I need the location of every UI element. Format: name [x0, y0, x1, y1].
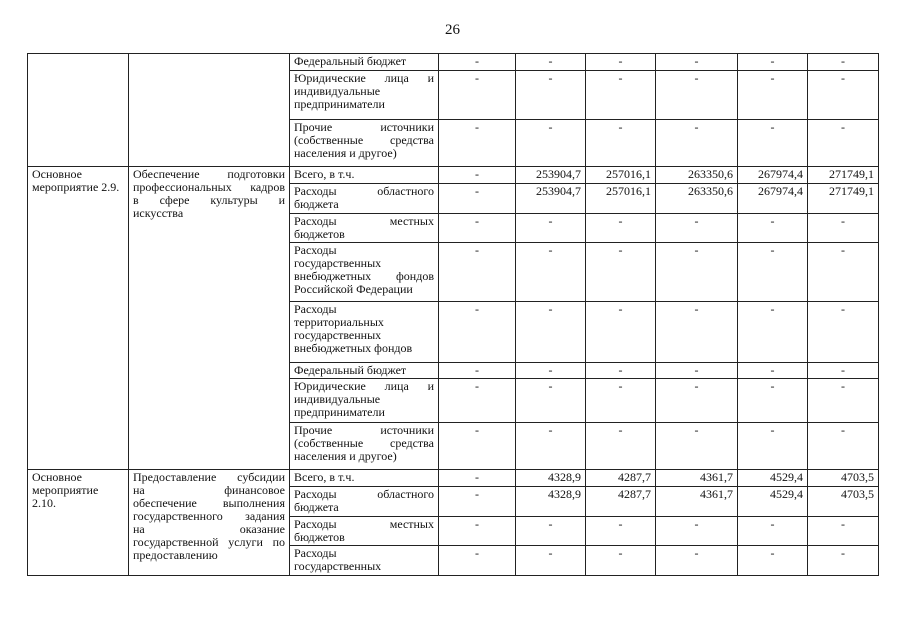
value-cell: -: [439, 517, 516, 546]
value-cell: -: [808, 517, 879, 546]
text-line: Федеральный бюджет: [294, 363, 407, 377]
value-cell: -: [808, 54, 879, 71]
text-line: Прочие источники: [294, 120, 434, 134]
value-cell: -: [439, 54, 516, 71]
value-cell: -: [516, 379, 586, 423]
value-cell: -: [439, 243, 516, 302]
value-cell: 4529,4: [738, 470, 808, 487]
value-cell: -: [656, 363, 738, 379]
funding-source-cell: [290, 120, 439, 167]
text-line: внебюджетных фондов: [294, 269, 434, 283]
measure-name-cell: [129, 470, 290, 576]
text-line: индивидуальные: [294, 392, 381, 406]
page-number: 26: [445, 22, 460, 38]
value-cell: 4287,7: [586, 470, 656, 487]
value-cell: -: [439, 214, 516, 243]
text-line: Расходы: [294, 243, 337, 257]
value-cell: -: [738, 214, 808, 243]
funding-source-cell: [290, 423, 439, 470]
text-line: государственной услуги по: [133, 535, 285, 549]
text-line: Федеральный бюджет: [294, 54, 407, 68]
value-cell: -: [656, 214, 738, 243]
funding-source-cell: [290, 71, 439, 120]
text-line: Всего, в т.ч.: [294, 470, 355, 484]
text-line: Основное: [32, 470, 82, 484]
funding-source-cell: [290, 546, 439, 576]
value-cell: -: [808, 423, 879, 470]
text-line: Прочие источники: [294, 423, 434, 437]
text-line: государственных: [294, 256, 382, 270]
funding-source-cell: [290, 54, 439, 71]
text-line: искусства: [133, 206, 184, 220]
value-cell: -: [516, 120, 586, 167]
value-cell: -: [586, 546, 656, 576]
value-cell: -: [586, 423, 656, 470]
value-cell: -: [656, 243, 738, 302]
value-cell: -: [516, 302, 586, 363]
value-cell: -: [586, 363, 656, 379]
value-cell: 4328,9: [516, 487, 586, 517]
funding-source-cell: [290, 243, 439, 302]
text-line: Обеспечение подготовки: [133, 167, 285, 181]
value-cell: -: [516, 243, 586, 302]
value-cell: -: [439, 423, 516, 470]
text-line: Юридические лица и: [294, 71, 434, 85]
funding-source-cell: [290, 302, 439, 363]
value-cell: -: [439, 470, 516, 487]
value-cell: -: [738, 546, 808, 576]
value-cell: -: [586, 120, 656, 167]
value-cell: -: [439, 302, 516, 363]
measure-code-cell: [28, 167, 129, 470]
text-line: Российской Федерации: [294, 282, 413, 296]
text-line: предприниматели: [294, 97, 385, 111]
value-cell: -: [656, 517, 738, 546]
value-cell: 253904,7: [516, 184, 586, 214]
value-cell: -: [738, 379, 808, 423]
text-line: Расходы областного: [294, 487, 434, 501]
value-cell: -: [439, 363, 516, 379]
text-line: на финансовое: [133, 483, 285, 497]
value-cell: -: [656, 302, 738, 363]
value-cell: 257016,1: [586, 184, 656, 214]
value-cell: -: [656, 54, 738, 71]
value-cell: -: [738, 363, 808, 379]
value-cell: 271749,1: [808, 184, 879, 214]
table-row: [28, 167, 879, 184]
value-cell: -: [586, 517, 656, 546]
text-line: (собственные средства: [294, 133, 434, 147]
value-cell: 267974,4: [738, 184, 808, 214]
text-line: на оказание: [133, 522, 285, 536]
text-line: бюджета: [294, 500, 339, 514]
value-cell: -: [439, 184, 516, 214]
text-line: обеспечение выполнения: [133, 496, 285, 510]
value-cell: -: [808, 120, 879, 167]
text-line: мероприятие 2.9.: [32, 180, 120, 194]
funding-source-cell: [290, 214, 439, 243]
funding-source-cell: [290, 379, 439, 423]
value-cell: 257016,1: [586, 167, 656, 184]
value-cell: 253904,7: [516, 167, 586, 184]
text-line: бюджетов: [294, 530, 345, 544]
value-cell: -: [516, 71, 586, 120]
value-cell: 4529,4: [738, 487, 808, 517]
value-cell: -: [656, 71, 738, 120]
value-cell: 4703,5: [808, 487, 879, 517]
text-line: Предоставление субсидии: [133, 470, 285, 484]
value-cell: 4361,7: [656, 487, 738, 517]
value-cell: -: [656, 379, 738, 423]
text-line: Расходы: [294, 546, 337, 560]
value-cell: -: [808, 379, 879, 423]
value-cell: -: [738, 302, 808, 363]
value-cell: -: [586, 379, 656, 423]
measure-code-cell: [28, 470, 129, 576]
value-cell: -: [439, 546, 516, 576]
value-cell: -: [586, 71, 656, 120]
value-cell: 267974,4: [738, 167, 808, 184]
value-cell: -: [439, 71, 516, 120]
value-cell: 4703,5: [808, 470, 879, 487]
value-cell: -: [738, 423, 808, 470]
measure-name-cell: [129, 54, 290, 167]
value-cell: 4287,7: [586, 487, 656, 517]
value-cell: -: [808, 302, 879, 363]
text-line: индивидуальные: [294, 84, 381, 98]
text-line: предоставлению: [133, 548, 218, 562]
text-line: 2.10.: [32, 496, 56, 510]
text-line: населения и другое): [294, 449, 397, 463]
text-line: внебюджетных фондов: [294, 341, 413, 355]
text-line: бюджетов: [294, 227, 345, 241]
value-cell: -: [586, 214, 656, 243]
text-line: Расходы местных: [294, 214, 434, 228]
funding-table: [27, 53, 879, 576]
value-cell: -: [439, 487, 516, 517]
text-line: Расходы: [294, 302, 337, 316]
funding-source-cell: [290, 517, 439, 546]
value-cell: -: [738, 54, 808, 71]
value-cell: 271749,1: [808, 167, 879, 184]
funding-source-cell: [290, 487, 439, 517]
value-cell: -: [516, 423, 586, 470]
value-cell: -: [808, 546, 879, 576]
text-line: государственных: [294, 328, 382, 342]
text-line: государственных: [294, 559, 382, 573]
value-cell: -: [738, 120, 808, 167]
text-line: в сфере культуры и: [133, 193, 285, 207]
value-cell: 4328,9: [516, 470, 586, 487]
value-cell: -: [586, 54, 656, 71]
text-line: территориальных: [294, 315, 384, 329]
text-line: Всего, в т.ч.: [294, 167, 355, 181]
value-cell: -: [738, 517, 808, 546]
funding-source-cell: [290, 363, 439, 379]
text-line: мероприятие: [32, 483, 99, 497]
text-line: населения и другое): [294, 146, 397, 160]
value-cell: 4361,7: [656, 470, 738, 487]
text-line: Расходы областного: [294, 184, 434, 198]
value-cell: -: [516, 54, 586, 71]
value-cell: -: [439, 379, 516, 423]
measure-name-cell: [129, 167, 290, 470]
value-cell: -: [586, 302, 656, 363]
value-cell: -: [586, 243, 656, 302]
value-cell: -: [738, 243, 808, 302]
funding-source-cell: [290, 470, 439, 487]
table-row: [28, 470, 879, 487]
text-line: Расходы местных: [294, 517, 434, 531]
table-row: [28, 54, 879, 71]
value-cell: 263350,6: [656, 167, 738, 184]
value-cell: -: [516, 214, 586, 243]
value-cell: -: [516, 546, 586, 576]
value-cell: -: [808, 243, 879, 302]
value-cell: -: [656, 120, 738, 167]
text-line: Юридические лица и: [294, 379, 434, 393]
text-line: бюджета: [294, 197, 339, 211]
funding-source-cell: [290, 167, 439, 184]
text-line: Основное: [32, 167, 82, 181]
text-line: (собственные средства: [294, 436, 434, 450]
value-cell: -: [808, 71, 879, 120]
measure-code-cell: [28, 54, 129, 167]
text-line: предприниматели: [294, 405, 385, 419]
value-cell: -: [738, 71, 808, 120]
value-cell: -: [808, 363, 879, 379]
value-cell: -: [439, 120, 516, 167]
funding-source-cell: [290, 184, 439, 214]
text-line: государственного задания: [133, 509, 285, 523]
text-line: профессиональных кадров: [133, 180, 285, 194]
value-cell: -: [516, 363, 586, 379]
value-cell: -: [808, 214, 879, 243]
value-cell: -: [516, 517, 586, 546]
value-cell: -: [656, 546, 738, 576]
value-cell: -: [439, 167, 516, 184]
value-cell: -: [656, 423, 738, 470]
value-cell: 263350,6: [656, 184, 738, 214]
